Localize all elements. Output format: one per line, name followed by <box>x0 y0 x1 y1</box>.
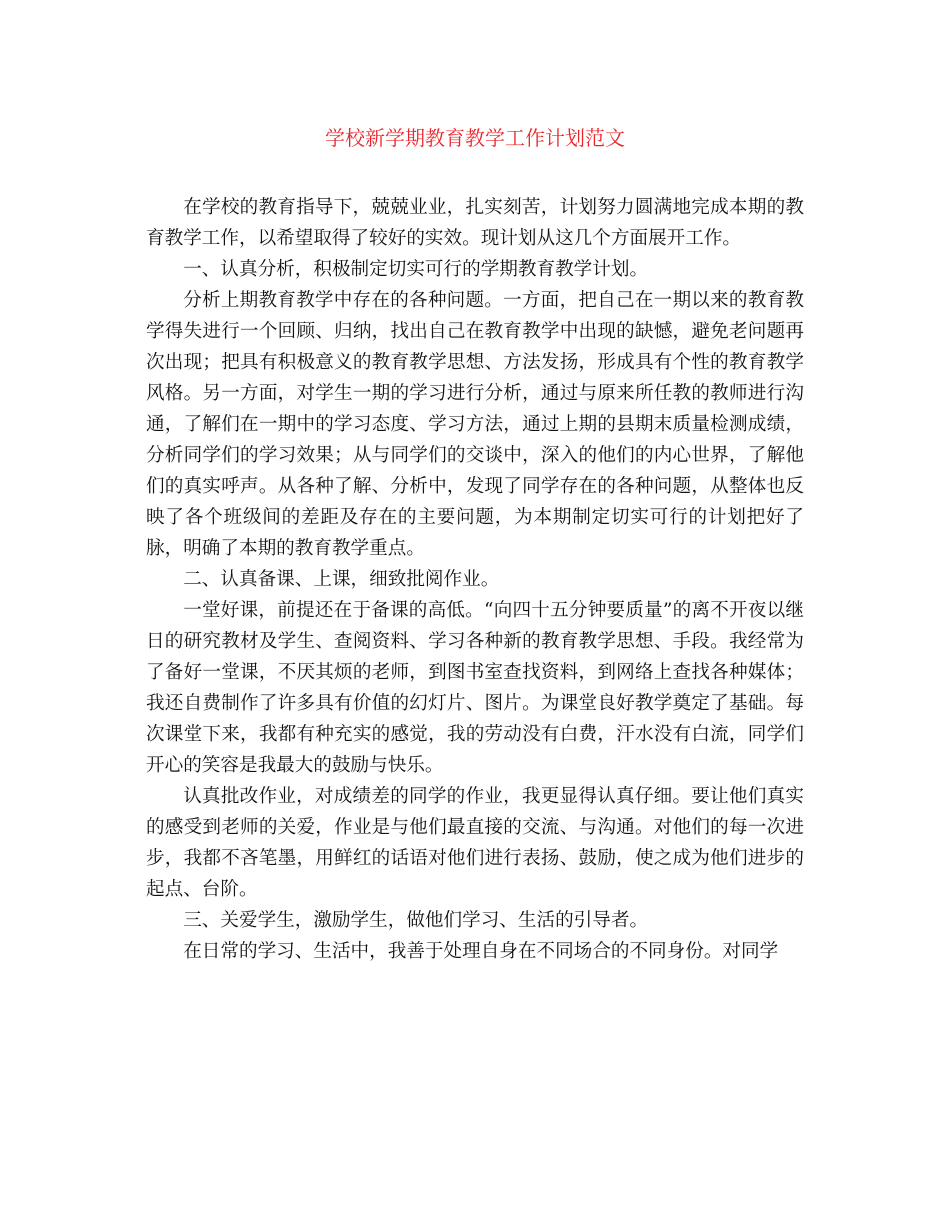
paragraph-homework: 认真批改作业，对成绩差的同学的作业，我更显得认真仔细。要让他们真实的感受到老师的关爱，作业是与他们最直接的交流、与沟通。对他们的每一次进步，我都不吝笔墨，用鲜红的话语对他们进行表扬、鼓励，使之成为他们进步的起点、台阶。 <box>146 786 804 900</box>
section-heading-1: 一、认真分析，积极制定切实可行的学期教育教学计划。 <box>183 259 649 280</box>
section-heading-3: 三、关爱学生，激励学生，做他们学习、生活的引导者。 <box>183 910 649 931</box>
document-title: 学校新学期教育教学工作计划范文 <box>325 126 625 150</box>
paragraph-daily-life: 在日常的学习、生活中，我善于处理自身在不同场合的不同身份。对同学 <box>183 941 779 962</box>
section-heading-2: 二、认真备课、上课，细致批阅作业。 <box>183 569 500 590</box>
document-body <box>146 192 804 967</box>
paragraph-lesson-prep: 一堂好课，前提还在于备课的高低。“向四十五分钟要质量”的离不开夜以继日的研究教材及学生、查阅资料、学习各种新的教育教学思想、手段。我经常为了备好一堂课，不厌其烦的老师，到图书室查找资料，到网络上查找各种媒体；我还自费制作了许多具有价值的幻灯片、图片。为课堂良好教学奠定了基础。每次课堂下来，我都有种充实的感觉，我的劳动没有白费，汗水没有白流，同学们开心的笑容是我最大的鼓励与快乐。 <box>146 600 804 776</box>
paragraph-intro: 在学校的教育指导下，兢兢业业，扎实刻苦，计划努力圆满地完成本期的教育教学工作，以希望取得了较好的实效。现计划从这几个方面展开工作。 <box>146 197 804 249</box>
paragraph-analysis: 分析上期教育教学中存在的各种问题。一方面，把自己在一期以来的教育教学得失进行一个回顾、归纳，找出自己在教育教学中出现的缺憾，避免老问题再次出现；把具有积极意义的教育教学思想、方法发扬，形成具有个性的教育教学风格。另一方面，对学生一期的学习进行分析，通过与原来所任教的教师进行沟通，了解们在一期中的学习态度、学习方法，通过上期的县期末质量检测成绩，分析同学们的学习效果；从与同学们的交谈中，深入的他们的内心世界，了解他们的真实呼声。从各种了解、分析中，发现了同学存在的各种问题，从整体也反映了各个班级间的差距及存在的主要问题，为本期制定切实可行的计划把好了脉，明确了本期的教育教学重点。 <box>146 290 804 559</box>
